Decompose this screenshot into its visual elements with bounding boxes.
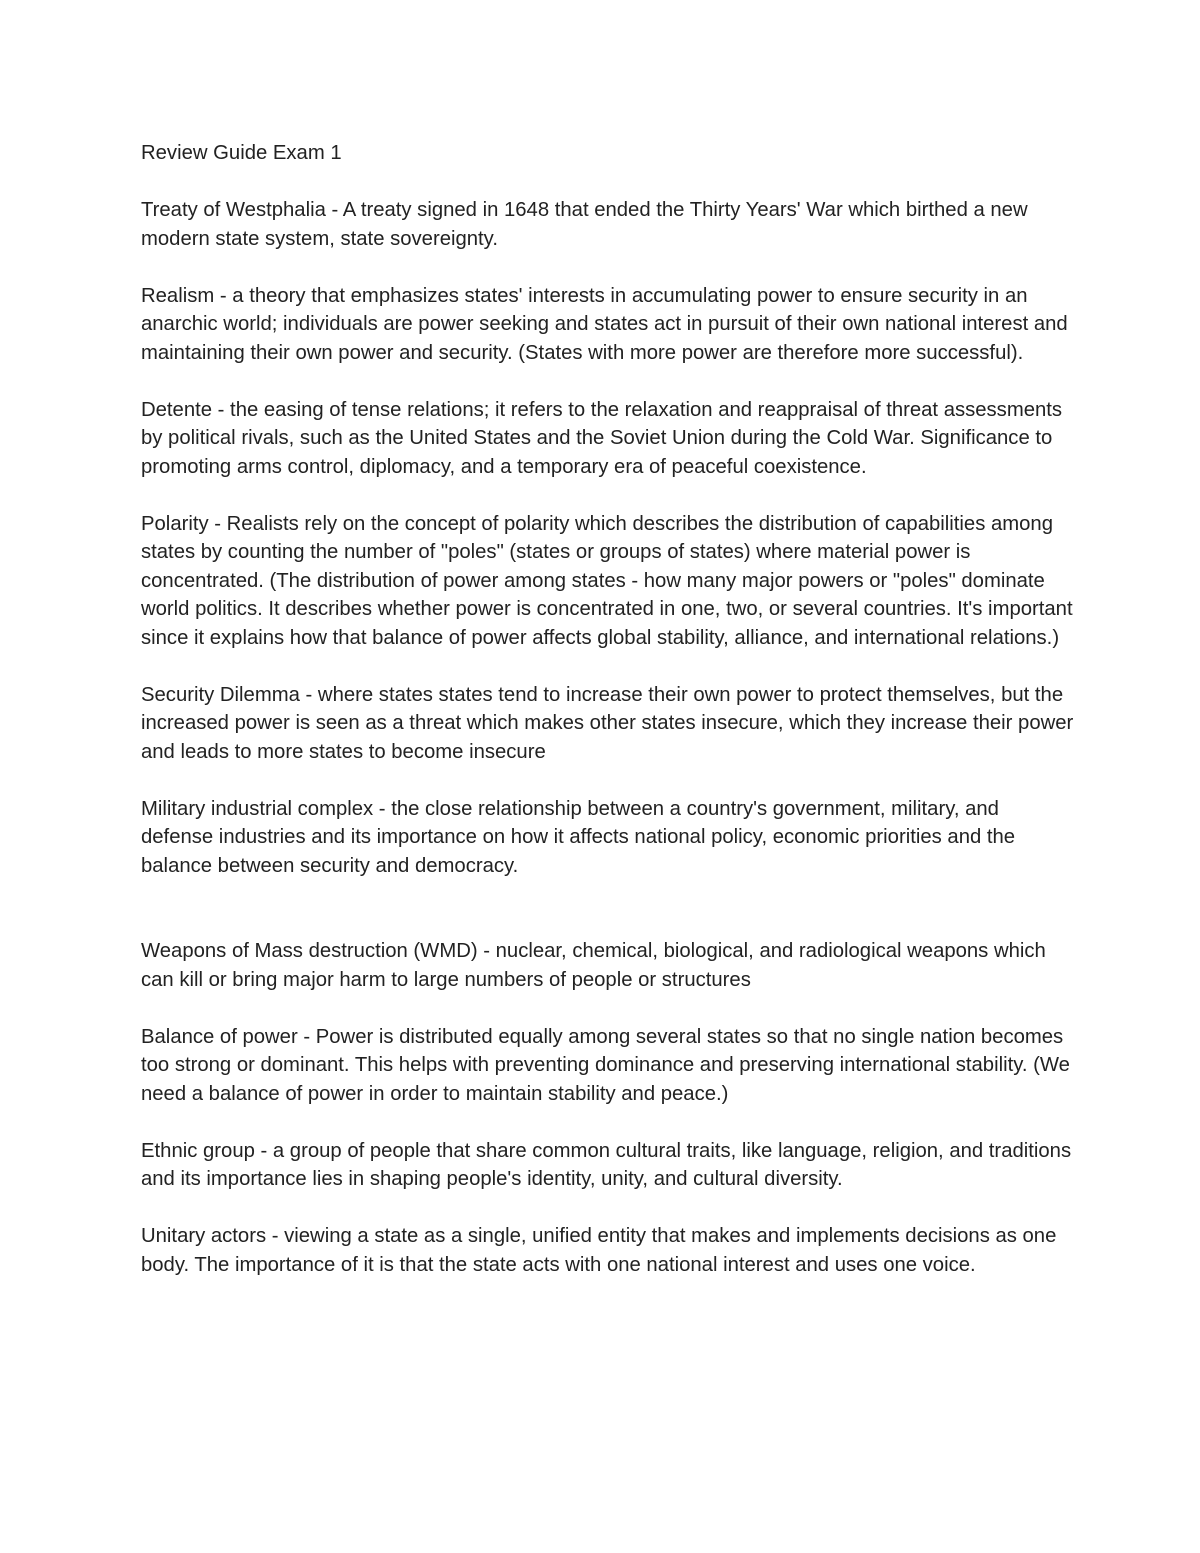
entry-security-dilemma: Security Dilemma - where states states tend to increase their own power to protect themselves, but the increased power is seen as a threat which makes other states insecure, which they increase their power and leads to more states to become insecure — [141, 683, 1074, 763]
entry-realism: Realism - a theory that emphasizes states' interests in accumulating power to ensure security in an anarchic world; individuals are power seeking and states act in pursuit of their own national interest and maintaining their own power and security. (States with more power are therefore more successful). — [141, 284, 1068, 364]
entry-weapons-of-mass-destruction: Weapons of Mass destruction (WMD) - nuclear, chemical, biological, and radiological weapons which can kill or bring major harm to large numbers of people or structures — [141, 940, 1046, 991]
entry-detente: Detente - the easing of tense relations; it refers to the relaxation and reappraisal of threat assessments by political rivals, such as the United States and the Soviet Union during the Cold War. Significance to promoting arms control, diplomacy, and a temporary era of peaceful coexistence. — [141, 398, 1063, 478]
entry-military-industrial-complex: Military industrial complex - the close relationship between a country's government, military, and defense industries and its importance on how it affects national policy, economic priorities and the balance between security and democracy. — [141, 797, 1016, 877]
document-title: Review Guide Exam 1 — [141, 142, 342, 164]
entry-unitary-actors: Unitary actors - viewing a state as a single, unified entity that makes and implements decisions as one body. The importance of it is that the state acts with one national interest and uses one voice. — [141, 1225, 1057, 1276]
document-body — [141, 139, 1076, 1308]
entry-balance-of-power: Balance of power - Power is distributed equally among several states so that no single nation becomes too strong or dominant. This helps with preventing dominance and preserving international stability. (We need a balance of power in order to maintain stability and peace.) — [141, 1025, 1070, 1105]
entry-ethnic-group: Ethnic group - a group of people that share common cultural traits, like language, religion, and traditions and its importance lies in shaping people's identity, unity, and cultural diversity. — [141, 1139, 1072, 1190]
entry-treaty-of-westphalia: Treaty of Westphalia - A treaty signed in 1648 that ended the Thirty Years' War which birthed a new modern state system, state sovereignty. — [141, 199, 1028, 250]
entry-polarity: Polarity - Realists rely on the concept of polarity which describes the distribution of capabilities among states by counting the number of "poles" (states or groups of states) where material power is concentrated. (The distribution of power among states - how many major powers or "poles" dominate world politics. It describes whether power is concentrated in one, two, or several countries. It's important since it explains how that balance of power affects global stability, alliance, and international relations.) — [141, 512, 1073, 649]
